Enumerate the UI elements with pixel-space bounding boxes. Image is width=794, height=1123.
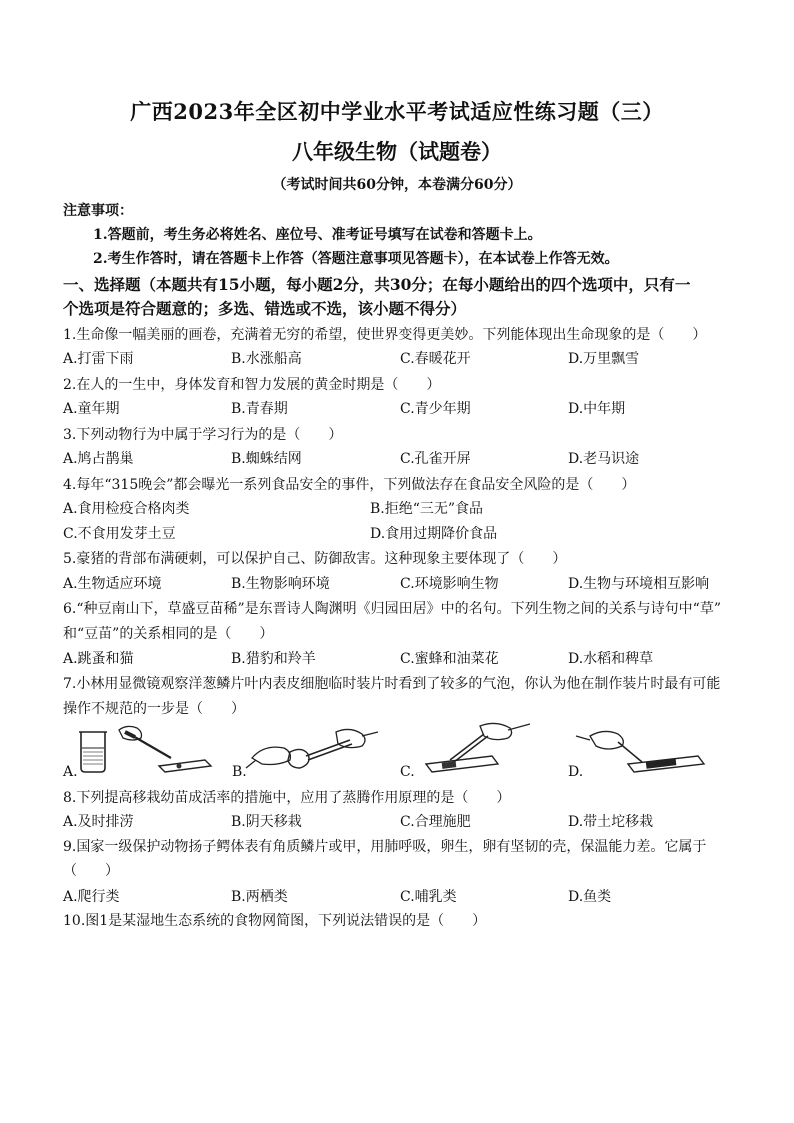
- option-b: B.水涨船高: [231, 351, 302, 367]
- question-9-options: [63, 886, 743, 906]
- exam-subtitle: 八年级生物（试题卷）: [292, 139, 502, 164]
- section-heading-line1: 一、选择题（本题共有15小题，每小题2分，共30分；在每小题给出的四个选项中，只有一: [63, 275, 691, 294]
- question-1-options: [63, 348, 743, 368]
- question-4-stem: 4.每年“315晚会”都会曝光一系列食品安全的事件，下列做法存在食品安全风险的是（ ）: [63, 477, 636, 493]
- option-a: A.爬行类: [63, 889, 120, 905]
- needle-slide-icon: [400, 722, 550, 780]
- question-9-stem-line2: （ ）: [63, 863, 119, 879]
- question-8-options: [63, 811, 743, 831]
- option-d: D.中年期: [568, 401, 626, 417]
- option-d: D.生物与环境相互影响: [568, 576, 710, 592]
- option-b: B.青春期: [231, 401, 288, 417]
- illustration-c-spreading-tissue: [400, 722, 550, 780]
- question-6-stem-line2: 和“豆苗”的关系相同的是（ ）: [63, 626, 274, 642]
- exam-info: （考试时间共60分钟，本卷满分60分）: [272, 177, 522, 193]
- question-4-options-row2: [63, 523, 743, 543]
- option-c: C.环境影响生物: [400, 576, 499, 592]
- option-d: D.带土坨移栽: [568, 814, 654, 830]
- question-2-stem: 2.在人的一生中，身体发育和智力发展的黄金时期是（ ）: [63, 377, 441, 393]
- illustration-d-label: D.: [568, 764, 584, 780]
- question-7-stem-line1: 7.小林用显微镜观察洋葱鳞片叶内表皮细胞临时装片时看到了较多的气泡，你认为他在制作装片时最有可能: [63, 676, 721, 692]
- option-a: A.生物适应环境: [63, 576, 162, 592]
- option-c: C.合理施肥: [400, 814, 471, 830]
- option-d: D.食用过期降价食品: [370, 526, 498, 542]
- option-a: A.鸠占鹊巢: [63, 451, 134, 467]
- question-6-stem-line1: 6.“种豆南山下，草盛豆苗稀”是东晋诗人陶渊明《归园田居》中的名句。下列生物之间的关系与诗句中“草”: [63, 601, 721, 617]
- question-9-stem-line1: 9.国家一级保护动物扬子鳄体表有角质鳞片或甲，用肺呼吸，卵生，卵有坚韧的壳，保温能力差。它属于: [63, 839, 707, 855]
- option-c: C.孔雀开屏: [400, 451, 471, 467]
- question-8-stem: 8.下列提高移栽幼苗成活率的措施中，应用了蒸腾作用原理的是（ ）: [63, 790, 511, 806]
- option-d: D.老马识途: [568, 451, 640, 467]
- option-d: D.万里飘雪: [568, 351, 640, 367]
- exam-title: 广西2023年全区初中学业水平考试适应性练习题（三）: [130, 99, 664, 124]
- option-d: D.水稻和稗草: [568, 651, 654, 667]
- illustration-b-label: B.: [232, 764, 247, 780]
- option-b: B.猎豹和羚羊: [231, 651, 316, 667]
- dropper-slide-icon: [63, 722, 213, 780]
- option-c: C.哺乳类: [400, 889, 457, 905]
- option-a: A.及时排涝: [63, 814, 134, 830]
- option-b: B.阴天移栽: [231, 814, 302, 830]
- question-10-stem: 10.图1是某湿地生态系统的食物网简图，下列说法错误的是（ ）: [63, 913, 487, 929]
- illustration-b-tearing-epidermis: [232, 722, 382, 780]
- illustration-d-covering-slip: [568, 722, 718, 780]
- illustration-a-label: A.: [63, 764, 78, 780]
- question-2-options: [63, 398, 743, 418]
- illustration-c-label: C.: [400, 764, 415, 780]
- option-b: B.蜘蛛结网: [231, 451, 302, 467]
- option-a: A.打雷下雨: [63, 351, 134, 367]
- option-c: C.蜜蜂和油菜花: [400, 651, 499, 667]
- question-1-stem: 1.生命像一幅美丽的画卷，充满着无穷的希望，使世界变得更美妙。下列能体现出生命现象的是（ ）: [63, 327, 707, 343]
- question-3-options: [63, 448, 743, 468]
- notice-item-2: 2.考生作答时，请在答题卡上作答（答题注意事项见答题卡），在本试卷上作答无效。: [93, 251, 619, 267]
- option-d: D.鱼类: [568, 889, 612, 905]
- option-a: A.跳蚤和猫: [63, 651, 134, 667]
- option-c: C.春暖花开: [400, 351, 471, 367]
- question-7-stem-line2: 操作不规范的一步是（ ）: [63, 701, 245, 717]
- tweezers-onion-icon: [232, 722, 382, 780]
- notice-item-1: 1.答题前，考生务必将姓名、座位号、准考证号填写在试卷和答题卡上。: [93, 227, 542, 243]
- option-b: B.拒绝“三无”食品: [370, 501, 484, 517]
- notice-heading: 注意事项：: [63, 203, 133, 219]
- illustration-a-dropping-water: [63, 722, 213, 780]
- question-3-stem: 3.下列动物行为中属于学习行为的是（ ）: [63, 427, 343, 443]
- question-4-options-row1: [63, 498, 743, 518]
- section-heading-line2: 个选项是符合题意的；多选、错选或不选，该小题不得分）: [63, 299, 467, 318]
- question-5-stem: 5.豪猪的背部布满硬刺，可以保护自己、防御敌害。这种现象主要体现了（ ）: [63, 551, 567, 567]
- option-c: C.青少年期: [400, 401, 471, 417]
- question-5-options: [63, 573, 743, 593]
- option-a: A.童年期: [63, 401, 120, 417]
- option-b: B.生物影响环境: [231, 576, 330, 592]
- question-6-options: [63, 648, 743, 668]
- option-c: C.不食用发芽土豆: [63, 526, 176, 542]
- option-b: B.两栖类: [231, 889, 288, 905]
- coverslip-slide-icon: [568, 722, 718, 780]
- option-a: A.食用检疫合格肉类: [63, 501, 190, 517]
